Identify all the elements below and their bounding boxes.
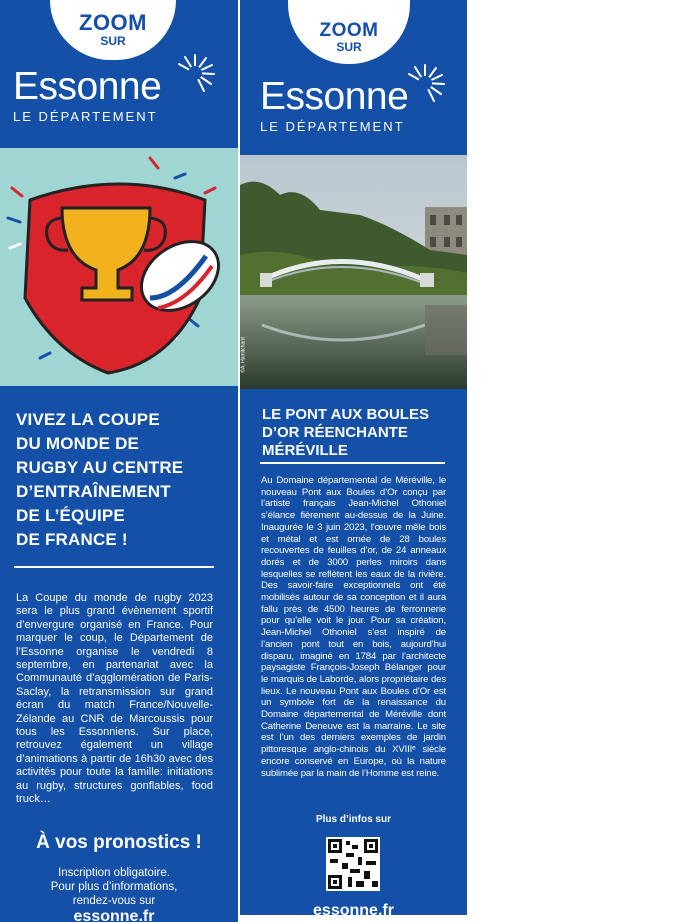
registration-info bbox=[0, 866, 228, 908]
zoom-sur-label: SUR bbox=[100, 34, 126, 48]
website-link[interactable]: essonne.fr bbox=[73, 908, 155, 922]
zoom-label: ZOOM bbox=[319, 20, 379, 41]
zoom-badge bbox=[50, 0, 176, 60]
zoom-badge bbox=[288, 0, 410, 64]
headline-line: VIVEZ LA COUPE bbox=[16, 410, 160, 429]
logo-name: Essonne bbox=[13, 65, 162, 108]
sunburst-logo-icon bbox=[404, 62, 446, 104]
trophy-shield-illustration bbox=[0, 148, 238, 386]
bridge-panel bbox=[240, 0, 467, 915]
logo-subtitle: LE DÉPARTEMENT bbox=[13, 109, 158, 124]
bridge-photo bbox=[240, 155, 467, 389]
rugby-headline bbox=[16, 408, 183, 552]
headline-line: RUGBY AU CENTRE bbox=[16, 458, 184, 477]
headline-line: DE L’ÉQUIPE bbox=[16, 506, 125, 525]
headline-line: MÉRÉVILLE bbox=[262, 442, 348, 459]
logo-subtitle: LE DÉPARTEMENT bbox=[260, 119, 405, 134]
divider bbox=[260, 462, 445, 464]
sunburst-logo-icon bbox=[174, 52, 216, 94]
essonne-logo bbox=[260, 77, 408, 134]
photo-credit: ©A. Hamitchard bbox=[240, 337, 247, 373]
rugby-article-body: La Coupe du monde de rugby 2023 sera le plus grand évènement sportif d’envergure organisé en France. Pour marquer le coup, le Département de l’Essonne organise le vendredi 8 septembre, en partenariat avec la Communauté d’agglomération de Paris-Saclay, la retransmission sur grand écran du match France/Nouvelle-Zélande au CNR de Marcoussis pour tous les Essonniens. Sur place, retrouvez également un village d’animations à partir de 16h30 avec des activités pour toute la famille: initiations au rugby, structures gonflables, food truck… bbox=[16, 592, 213, 806]
headline-line: DU MONDE DE bbox=[16, 434, 140, 453]
info-line: rendez-vous sur bbox=[72, 895, 156, 907]
headline-line: DE FRANCE ! bbox=[16, 530, 128, 549]
more-info-label: Plus d’infos sur bbox=[315, 814, 391, 825]
logo-name: Essonne bbox=[260, 75, 409, 118]
zoom-sur-label: SUR bbox=[336, 40, 362, 54]
headline-line: D’OR RÉENCHANTE bbox=[262, 424, 408, 441]
info-line: Inscription obligatoire. bbox=[58, 867, 170, 879]
qr-code-icon[interactable] bbox=[326, 837, 380, 891]
rugby-panel bbox=[0, 0, 238, 922]
headline-line: LE PONT AUX BOULES bbox=[262, 406, 429, 423]
bridge-article-body: Au Domaine départemental de Méréville, le nouveau Pont aux Boules d’Or conçu par l’artiste français Jean-Michel Othoniel s’élance fièrement au-dessus de la Juine. Inaugurée le 3 juin 2023, l’œuvre mêle bois et métal et est ornée de 28 boules recouvertes de feuilles d’or, de 24 anneaux dorés et de 3000 perles miroirs dans lesquelles se reflètent les eaux de la rivière. Des savoir-faire exceptionnels ont été mobilisés autour de sa conception et il aura fallu près de 4500 heures de ferronnerie pour qu’elle voit le jour. Pour sa création, Jean-Michel Othoniel s’est inspiré de l’ancien pont tout en bois, aujourd’hui disparu, imaginé en 1784 par l’architecte paysagiste François-Joseph Bélanger pour le marquis de Laborde, alors propriétaire des lieux. Le nouveau Pont aux Boules d’Or est un symbole fort de la renaissance du Domaine départemental de Méréville dont Catherine Deneuve est la marraine. Le site est l’un des derniers exemples de jardin pittoresque anglo-chinois du XVIIIᵉ siècle encore conservé en Europe, où la nature sublimée par la main de l’Homme est reine. bbox=[261, 475, 446, 779]
zoom-label: ZOOM bbox=[79, 10, 147, 35]
headline-line: D’ENTRAÎNEMENT bbox=[16, 482, 171, 501]
divider bbox=[14, 566, 214, 568]
bridge-headline bbox=[262, 406, 429, 460]
essonne-logo bbox=[13, 67, 161, 124]
website-link[interactable]: essonne.fr bbox=[313, 902, 394, 915]
pronostics-heading: À vos pronostics ! bbox=[36, 832, 202, 853]
info-line: Pour plus d’informations, bbox=[50, 881, 178, 893]
